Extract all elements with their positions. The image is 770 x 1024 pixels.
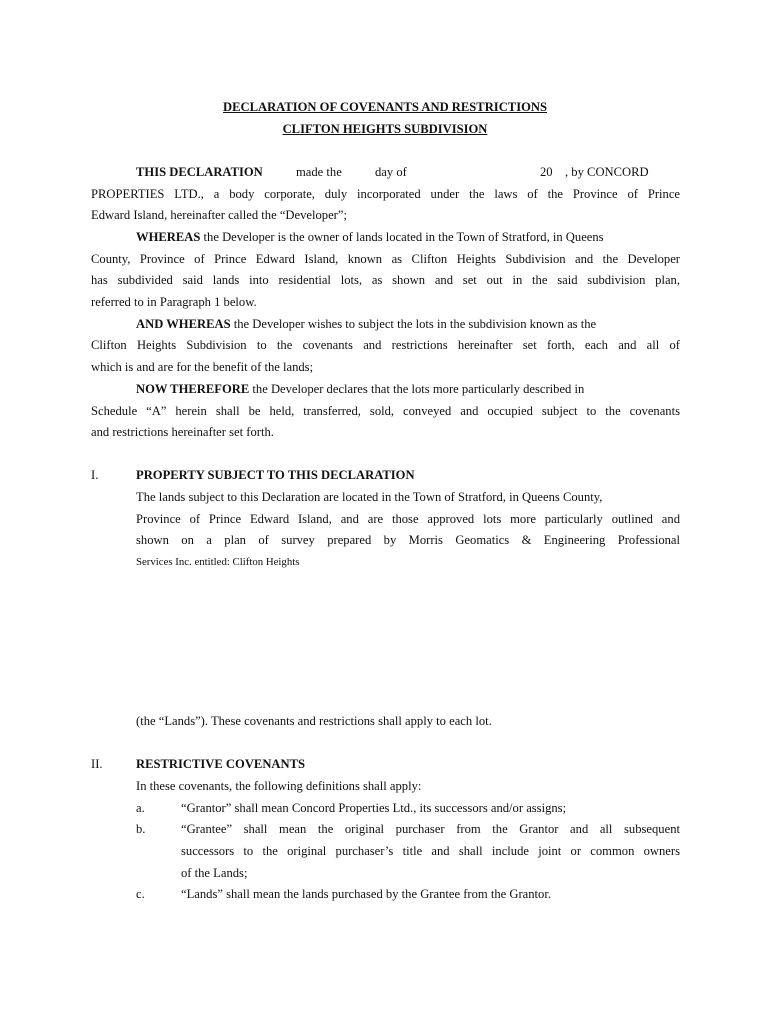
definition-a-line-1: “Grantor” shall mean Concord Properties Ltd., its successors and/or assigns; — [181, 801, 567, 815]
intro-day-of: day of — [375, 165, 407, 179]
now-therefore-rest: the Developer declares that the lots more particularly described in — [252, 382, 585, 396]
whereas-1-rest: the Developer is the owner of lands located in the Town of Stratford, in Queens — [203, 230, 604, 244]
section-1-closing: (the “Lands”). These covenants and restrictions shall apply to each lot. — [136, 714, 492, 728]
intro-lead: THIS DECLARATION — [136, 165, 263, 179]
section-1-number: I. — [91, 468, 99, 482]
intro-made-the: made the — [296, 165, 342, 179]
intro-line-2: PROPERTIES LTD., a body corporate, duly incorporated under the laws of the Province of Prince — [91, 187, 680, 201]
definition-a-label: a. — [136, 801, 145, 815]
definition-b-line-1: “Grantee” shall mean the original purchaser from the Grantor and all subsequent — [181, 822, 680, 836]
whereas-2-line-1 — [136, 316, 596, 332]
now-therefore-line-3: and restrictions hereinafter set forth. — [91, 425, 274, 439]
definition-c-label: c. — [136, 887, 145, 901]
whereas-2-line-3: which is and are for the benefit of the lands; — [91, 360, 314, 374]
whereas-1-line-1 — [136, 229, 604, 245]
whereas-1-line-3: has subdivided said lands into residential lots, as shown and set out in the said subdivision plan, — [91, 273, 680, 287]
section-1-line-4: Services Inc. entitled: Clifton Heights — [136, 556, 300, 568]
intro-by: , by CONCORD — [565, 165, 649, 179]
whereas-1-bold: WHEREAS — [136, 230, 201, 244]
intro-line-3: Edward Island, hereinafter called the “Developer”; — [91, 208, 347, 222]
section-2-number: II. — [91, 757, 103, 771]
whereas-2-bold: AND WHEREAS — [136, 317, 231, 331]
definition-b-line-2: successors to the original purchaser’s title and shall include joint or common owners — [181, 844, 680, 858]
section-1-line-2: Province of Prince Edward Island, and are those approved lots more particularly outlined and — [136, 512, 680, 526]
definition-b-line-3: of the Lands; — [181, 866, 248, 880]
section-1-line-1: The lands subject to this Declaration are located in the Town of Stratford, in Queens County, — [136, 490, 603, 504]
document-title: DECLARATION OF COVENANTS AND RESTRICTIONS — [223, 100, 547, 114]
now-therefore-line-1 — [136, 381, 584, 397]
section-2-heading: RESTRICTIVE COVENANTS — [136, 757, 306, 771]
whereas-1-line-2: County, Province of Prince Edward Island, known as Clifton Heights Subdivision and the Developer — [91, 252, 680, 266]
definition-b-label: b. — [136, 822, 146, 836]
now-therefore-line-2: Schedule “A” herein shall be held, transferred, sold, conveyed and occupied subject to the covenants — [91, 404, 680, 418]
section-1-line-3: shown on a plan of survey prepared by Morris Geomatics & Engineering Professional — [136, 533, 680, 547]
document-subtitle: CLIFTON HEIGHTS SUBDIVISION — [282, 122, 488, 136]
whereas-2-line-2: Clifton Heights Subdivision to the covenants and restrictions hereinafter set forth, each and all of — [91, 338, 680, 352]
whereas-2-rest: the Developer wishes to subject the lots in the subdivision known as the — [233, 317, 597, 331]
section-1-heading: PROPERTY SUBJECT TO THIS DECLARATION — [136, 468, 415, 482]
intro-year: 20 — [540, 165, 553, 179]
definition-c-line-1: “Lands” shall mean the lands purchased by the Grantee from the Grantor. — [181, 887, 551, 901]
whereas-1-line-4: referred to in Paragraph 1 below. — [91, 295, 257, 309]
section-2-intro: In these covenants, the following definitions shall apply: — [136, 779, 422, 793]
now-therefore-bold: NOW THEREFORE — [136, 382, 250, 396]
